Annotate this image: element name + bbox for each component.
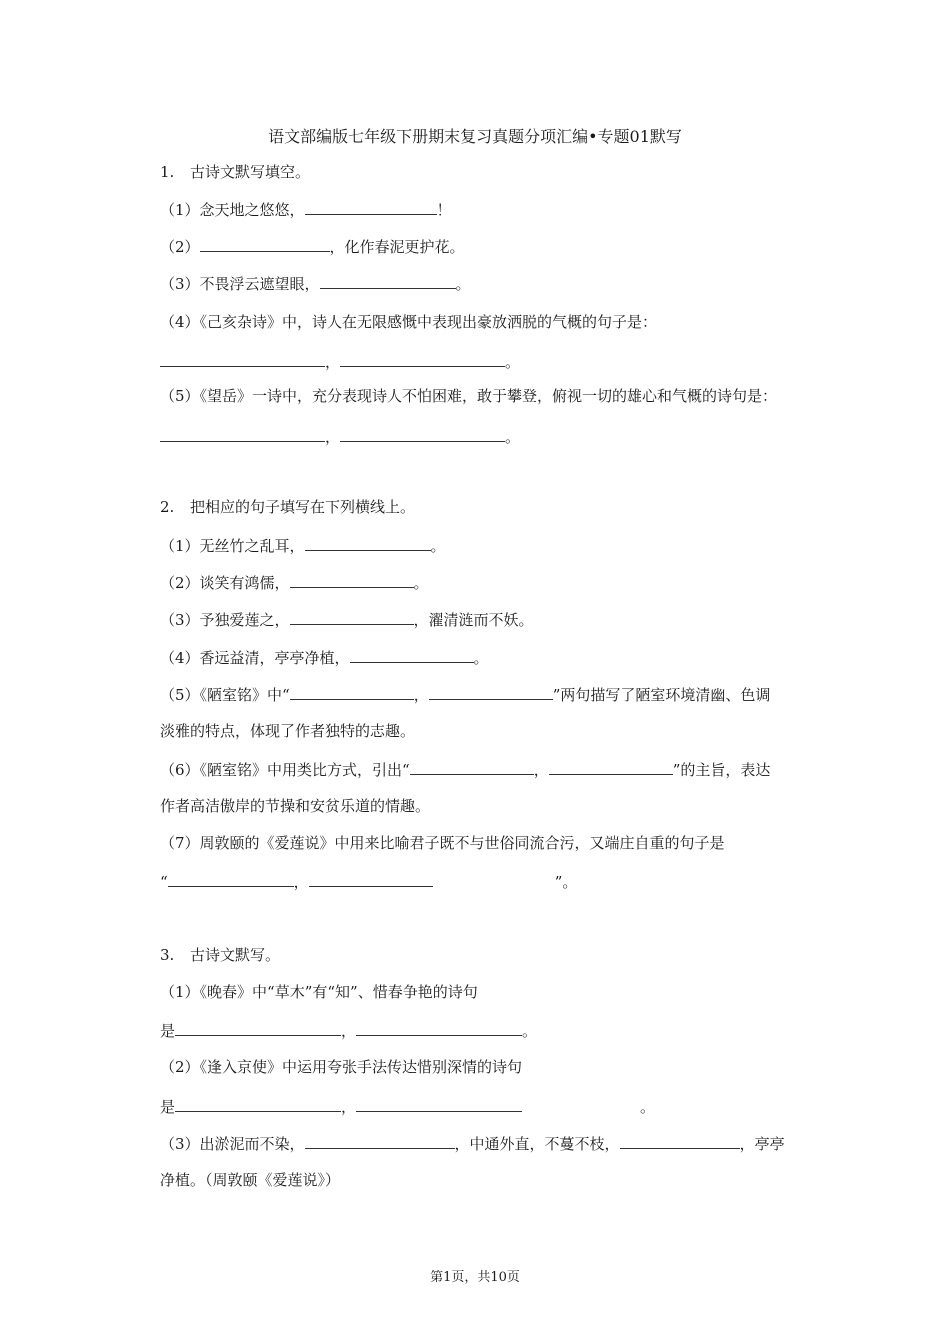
q2-number: 2.	[160, 498, 175, 516]
answer-blank[interactable]	[290, 570, 414, 588]
answer-blank[interactable]	[305, 533, 431, 551]
answer-blank[interactable]	[168, 869, 294, 887]
q3-stem	[160, 943, 280, 967]
q2-item-3: （3）予独爱莲之， ，濯清涟而不妖。	[160, 607, 534, 631]
q1-item-5-answer: ， 。	[160, 424, 520, 448]
q1-stem	[160, 160, 310, 184]
q2-item-4: （4）香远益清，亭亭净植， 。	[160, 645, 489, 669]
q3-item-3-cont: 净植。（周敦颐《爱莲说》）	[160, 1171, 341, 1189]
answer-blank[interactable]	[200, 234, 330, 252]
answer-blank[interactable]	[350, 645, 474, 663]
page-title: 语文部编版七年级下册期末复习真题分项汇编•专题01默写	[268, 127, 682, 146]
answer-blank[interactable]	[290, 607, 414, 625]
q1-item-1: （1）念天地之悠悠， ！	[160, 197, 452, 221]
q1-item-4-answer: ， 。	[160, 349, 520, 373]
q2-item-2: （2）谈笑有鸿儒， 。	[160, 570, 429, 594]
answer-blank[interactable]	[160, 349, 325, 367]
q2-item-5: （5）《陋室铭》中“ ， ”两句描写了陋室环境清幽、色调	[160, 682, 770, 706]
q1-item-2: （2） ，化作春泥更护花。	[160, 234, 465, 258]
answer-blank[interactable]	[429, 682, 553, 700]
q3-number: 3.	[160, 946, 175, 964]
q2-item-5-cont: 淡雅的特点，体现了作者独特的志趣。	[160, 722, 416, 740]
q3-stem-text: 古诗文默写。	[190, 946, 281, 964]
q2-item-6: （6）《陋室铭》中用类比方式，引出“ ， ”的主旨，表达	[160, 757, 770, 781]
q3-item-1-answer: 是 ， 。	[160, 1018, 537, 1042]
answer-blank[interactable]	[309, 869, 433, 887]
q1-number: 1.	[160, 163, 175, 181]
answer-blank[interactable]	[305, 197, 437, 215]
page-footer: 第1页，共10页	[430, 1270, 520, 1285]
q1-item-5: （5）《望岳》一诗中，充分表现诗人不怕困难，敢于攀登，俯视一切的雄心和气概的诗句是：	[160, 387, 778, 405]
answer-blank[interactable]	[620, 1131, 740, 1149]
q1-item-3: （3）不畏浮云遮望眼， 。	[160, 271, 471, 295]
answer-blank[interactable]	[340, 349, 505, 367]
q3-item-2: （2）《逢入京使》中运用夸张手法传达惜别深情的诗句	[160, 1058, 523, 1076]
q2-item-6-cont: 作者高洁傲岸的节操和安贫乐道的情趣。	[160, 797, 431, 815]
answer-blank[interactable]	[549, 757, 673, 775]
q3-item-1: （1）《晚春》中“草木”有“知”、惜春争艳的诗句	[160, 983, 478, 1001]
q2-item-7: （7）周敦颐的《爱莲说》中用来比喻君子既不与世俗同流合污，又端庄自重的句子是	[160, 834, 725, 852]
answer-blank[interactable]	[160, 424, 325, 442]
answer-blank[interactable]	[320, 271, 456, 289]
q3-item-2-answer: 是 ， 。	[160, 1094, 655, 1118]
q1-item-4: （4）《己亥杂诗》中，诗人在无限感慨中表现出豪放洒脱的气概的句子是：	[160, 313, 658, 331]
answer-blank[interactable]	[290, 682, 414, 700]
q2-stem-text: 把相应的句子填写在下列横线上。	[190, 498, 416, 516]
q2-item-7-answer: “ ， ”。	[160, 869, 577, 893]
answer-blank[interactable]	[410, 757, 534, 775]
q1-stem-text: 古诗文默写填空。	[190, 163, 311, 181]
answer-blank[interactable]	[175, 1094, 341, 1112]
answer-blank[interactable]	[340, 424, 505, 442]
answer-blank[interactable]	[356, 1094, 522, 1112]
q3-item-3: （3）出淤泥而不染， ，中通外直，不蔓不枝， ，亭亭	[160, 1131, 785, 1155]
answer-blank[interactable]	[305, 1131, 455, 1149]
answer-blank[interactable]	[356, 1018, 522, 1036]
q2-stem	[160, 495, 415, 519]
answer-blank[interactable]	[175, 1018, 341, 1036]
q2-item-1: （1）无丝竹之乱耳， 。	[160, 533, 446, 557]
